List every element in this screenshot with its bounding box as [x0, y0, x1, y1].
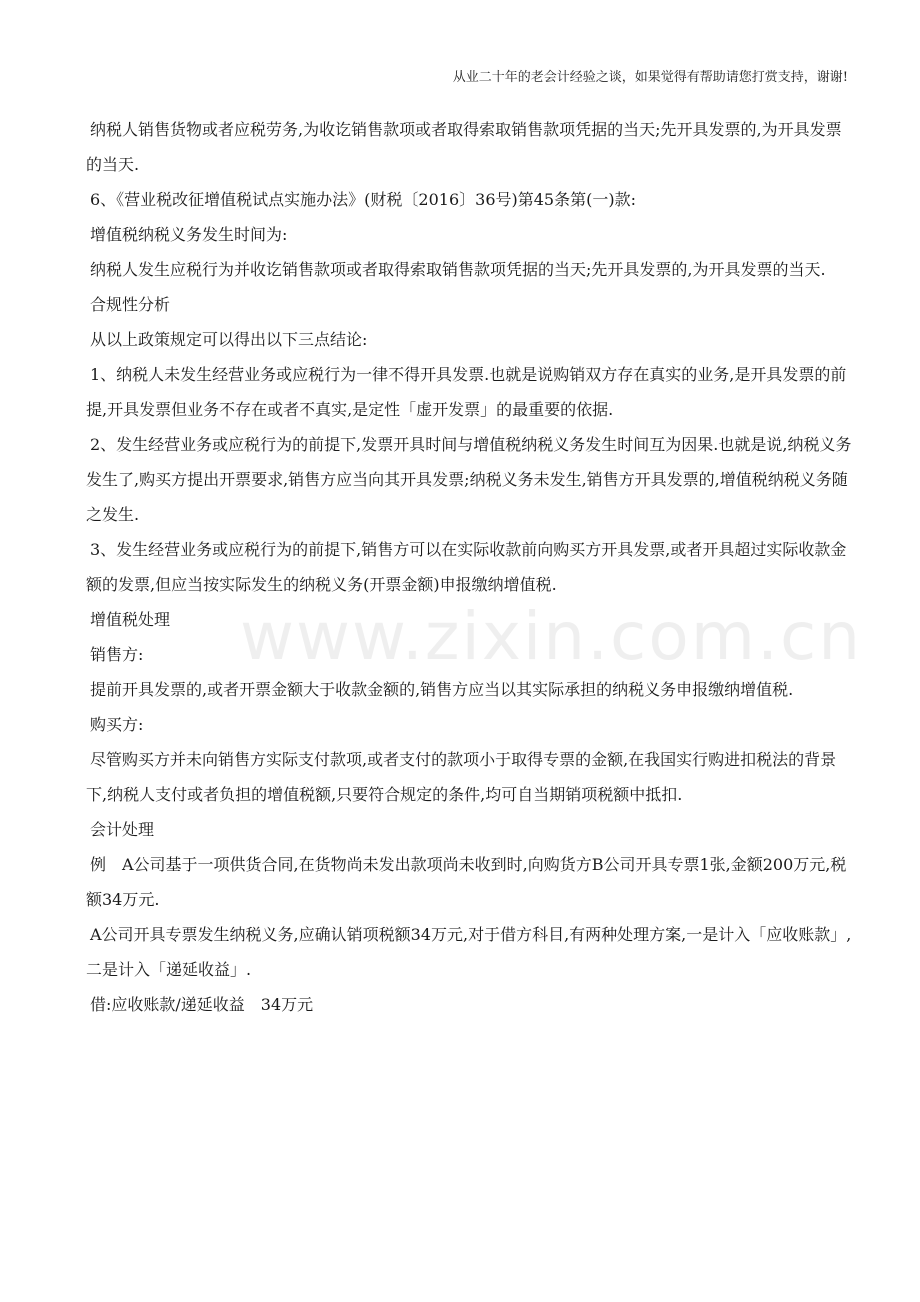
- paragraph: 购买方:: [90, 715, 144, 734]
- paragraph: 3、发生经营业务或应税行为的前提下,销售方可以在实际收款前向购买方开具发票,或者开具超过实际收款金额的发票,但应当按实际发生的纳税义务(开票金额)申报缴纳增值税.: [86, 540, 847, 594]
- paragraph: 纳税人发生应税行为并收讫销售款项或者取得索取销售款项凭据的当天;先开具发票的,为开具发票的当天.: [90, 260, 826, 279]
- paragraph: 纳税人销售货物或者应税劳务,为收讫销售款项或者取得索取销售款项凭据的当天;先开具发票的,为开具发票的当天.: [86, 120, 842, 174]
- paragraph: 销售方:: [90, 645, 144, 664]
- paragraph: 尽管购买方并未向销售方实际支付款项,或者支付的款项小于取得专票的金额,在我国实行购进扣税法的背景下,纳税人支付或者负担的增值税额,只要符合规定的条件,均可自当期销项税额中抵扣.: [86, 750, 837, 804]
- paragraph: 借:应收账款/递延收益 34万元: [90, 995, 314, 1014]
- header-note: 从业二十年的老会计经验之谈，如果觉得有帮助请您打赏支持，谢谢!: [452, 70, 848, 85]
- paragraph: A公司开具专票发生纳税义务,应确认销项税额34万元,对于借方科目,有两种处理方案,一是计入「应收账款」,二是计入「递延收益」.: [86, 925, 852, 979]
- section-heading: 会计处理: [90, 820, 155, 839]
- paragraph: 例 A公司基于一项供货合同,在货物尚未发出款项尚未收到时,向购货方B公司开具专票1张,金额200万元,税额34万元.: [86, 855, 847, 909]
- section-heading: 合规性分析: [90, 295, 171, 314]
- paragraph: 增值税纳税义务发生时间为:: [90, 225, 288, 244]
- watermark: www.zixin.com.cn: [240, 598, 863, 675]
- paragraph: 从以上政策规定可以得出以下三点结论:: [90, 330, 368, 349]
- document-body: [86, 112, 856, 1022]
- paragraph: 2、发生经营业务或应税行为的前提下,发票开具时间与增值税纳税义务发生时间互为因果.也就是说,纳税义务发生了,购买方提出开票要求,销售方应当向其开具发票;纳税义务未发生,销售方开具发票的,增值税纳税义务随之发生.: [86, 435, 852, 524]
- paragraph: 提前开具发票的,或者开票金额大于收款金额的,销售方应当以其实际承担的纳税义务申报缴纳增值税.: [90, 680, 794, 699]
- paragraph: 6、《营业税改征增值税试点实施办法》(财税〔2016〕36号)第45条第(一)款:: [90, 190, 636, 209]
- section-heading: 增值税处理: [90, 610, 171, 629]
- paragraph: 1、纳税人未发生经营业务或应税行为一律不得开具发票.也就是说购销双方存在真实的业务,是开具发票的前提,开具发票但业务不存在或者不真实,是定性「虚开发票」的最重要的依据.: [86, 365, 847, 419]
